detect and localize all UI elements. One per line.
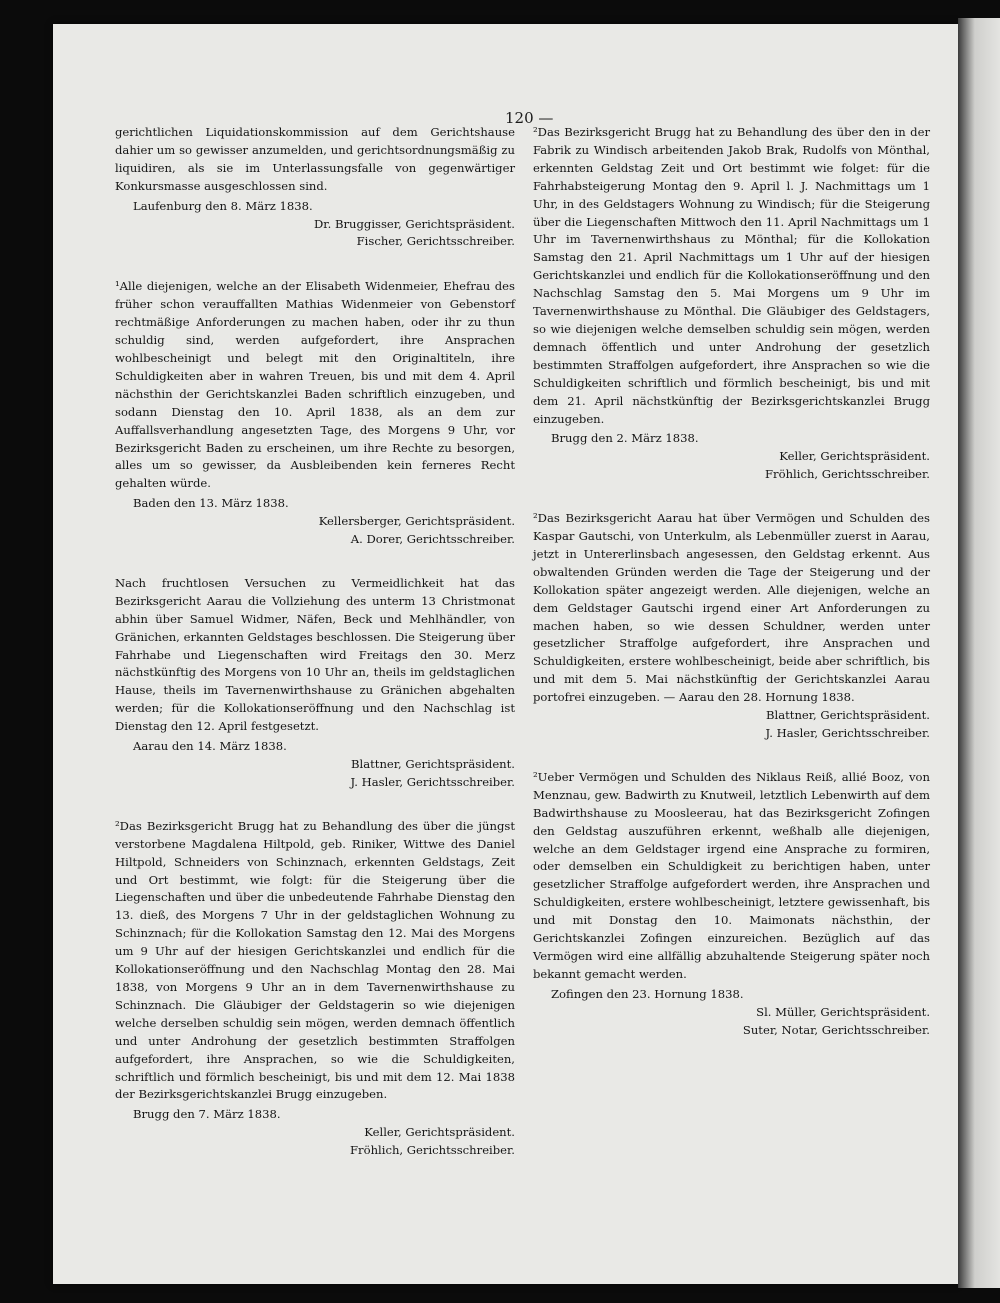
notice-place-date: Laufenburg den 8. März 1838. xyxy=(133,198,313,213)
notice-text: ²Ueber Vermögen und Schulden des Niklaus Reiß, allié Booz, von Menznau, gew. Badwirth zu Knutweil, letztlich Lebenwirth auf dem Badwirthshause zu Moosleerau, hat das Bezirksgericht Zofingen den Geldstag auszuführen erkennt, weßhalb alle diejenigen, welche an dem Geldstager irgend eine Ansprache zu formiren, oder demselben ein Schuldigkeit zu berichtigen haben, unter gesetzlicher Straffolge aufgefordert werden, ihre Ansprachen und Schuldigkeiten, erstere wohlbescheinigt, letztere gewissenhaft, bis und mit Donstag den 10. Maimonats nächsthin, der Gerichtskanzlei Zofingen einzureichen. Bezüglich auf das Vermögen wird eine allfällig abzuhaltende Steigerung später noch bekannt gemacht werden. xyxy=(533,769,930,981)
notice-text: ¹Alle diejenigen, welche an der Elisabeth Widenmeier, Ehefrau des früher schon verauffallten Mathias Widenmeier von Gebenstorf rechtmäßige Anforderungen zu machen haben, oder ihr zu thun schuldig sind, werden aufgefordert, ihre Ansprachen wohlbescheinigt und belegt mit den Originaltiteln, ihre Schuldigkeiten aber in wahren Treuen, bis und mit dem 4. April nächsthin der Gerichtskanzlei Baden schriftlich einzugeben, und sodann Dienstag den 10. April 1838, als an dem zur Auffallsverhandlung angesetzten Tage, des Morgens 9 Uhr, vor Bezirksgericht Baden zu erscheinen, um ihre Rechte zu besorgen, alles um so gewisser, da Ausbleibenden kein ferneres Recht gehalten würde. xyxy=(115,279,515,491)
signature-president: Dr. Bruggisser, Gerichtspräsident. xyxy=(314,216,515,231)
notice-text: ²Das Bezirksgericht Brugg hat zu Behandlung des über die jüngst verstorbene Magdalena Hiltpold, geb. Riniker, Wittwe des Daniel Hiltpold, Schneiders von Schinznach, erkennten Geldstags, Zeit und Ort bestimmt, wie folgt: für die Steigerung über die Liegenschaften und über die unbedeutende Fahrhabe Dienstag den 13. dieß, des Morgens 7 Uhr in der geldstaglichen Wohnung zu Schinznach; für die Kollokation Samstag den 12. Mai des Morgens um 9 Uhr auf der hiesigen Gerichtskanzlei und endlich für die Kollokationseröffnung und den Nachschlag Montag den 28. Mai 1838, von Morgens 9 Uhr an in dem Tavernenwirthshause zu Schinznach. Die Gläubiger der Geldstagerin so wie diejenigen welche derselben schuldig sein mögen, werden demnach öffentlich und unter Androhung der gesetzlich bestimmten Straffolgen aufgefordert, ihre Ansprachen, so wie die Schuldigkeiten, schriftlich und förmlich bescheinigt, bis und mit dem 12. Mai 1838 der Bezirksgerichtskanzlei Brugg einzugeben. xyxy=(115,818,515,1102)
notice-text: gerichtlichen Liquidationskommission auf dem Gerichtshause dahier um so gewisser anzumelden, und gerichtsordnungsmäßig zu liquidiren, als sie im Unterlassungsfalle von gegenwärtiger Konkursmasse ausgeschlossen sind. xyxy=(115,125,515,193)
signature-clerk: Fröhlich, Gerichtsschreiber. xyxy=(350,1143,515,1158)
notice-text: Nach fruchtlosen Versuchen zu Vermeidlichkeit hat das Bezirksgericht Aarau die Vollziehung des unterm 13 Christmonat abhin über Samuel Widmer, Näfen, Beck und Mehlhändler, von Gränichen, erkannten Geldstages beschlossen. Die Steigerung über Fahrhabe und Liegenschaften wird Freitags den 30. Merz nächstkünftig des Morgens von 10 Uhr an, theils im geldstaglichen Hause, theils im Tavernenwirthshause zu Gränichen abgehalten werden; für die Kollokationseröffnung und den Nachschlag ist Dienstag den 12. April festgesetzt. xyxy=(115,575,515,734)
spacer xyxy=(115,251,515,278)
notice-text: ²Das Bezirksgericht Aarau hat über Vermögen und Schulden des Kaspar Gautschi, von Unterkulm, als Lebenmüller zuerst in Aarau, jetzt in Untererlinsbach angesessen, den Geldstag erkennt. Aus obwaltenden Gründen werden die Tage der Steigerung und der Kollokation später angezeigt werden. Alle diejenigen, welche an dem Geldstager Gautschi irgend einer Art Anforderungen zu machen haben, so wie dessen Schuldner, werden unter gesetzlicher Straffolge aufgefordert, ihre Ansprachen und Schuldigkeiten, erstere wohlbescheinigt, beide aber schriftlich, bis und mit dem 5. Mai nächstkünftig der Gerichtskanzlei Aarau portofrei einzugeben. — Aarau den 28. Hornung 1838. xyxy=(533,511,930,705)
signature-president: Sl. Müller, Gerichtspräsident. xyxy=(756,1004,930,1019)
signature-clerk: J. Hasler, Gerichtsschreiber. xyxy=(350,774,515,789)
page-number: 120 — xyxy=(505,109,554,127)
signature-president: Kellersberger, Gerichtspräsident. xyxy=(318,514,515,529)
signature-president: Keller, Gerichtspräsident. xyxy=(779,449,930,464)
spacer xyxy=(533,484,930,510)
notice-place-date: Zofingen den 23. Hornung 1838. xyxy=(551,986,744,1001)
signature-president: Blattner, Gerichtspräsident. xyxy=(766,708,930,723)
signature-president: Keller, Gerichtspräsident. xyxy=(364,1125,515,1140)
next-page-edge xyxy=(958,18,1000,1288)
notice-place-date: Brugg den 2. März 1838. xyxy=(551,431,699,446)
right-column xyxy=(533,124,930,1040)
signature-clerk: Fischer, Gerichtsschreiber. xyxy=(356,234,515,249)
signature-clerk: A. Dorer, Gerichtsschreiber. xyxy=(350,532,515,547)
notice-place-date: Brugg den 7. März 1838. xyxy=(133,1107,281,1122)
notice-place-date: Aarau den 14. März 1838. xyxy=(133,739,287,754)
spacer xyxy=(115,549,515,575)
signature-clerk: J. Hasler, Gerichtsschreiber. xyxy=(765,726,930,740)
spacer xyxy=(115,792,515,818)
signature-clerk: Suter, Notar, Gerichtsschreiber. xyxy=(742,1022,930,1037)
spacer xyxy=(533,743,930,769)
notice-text: ²Das Bezirksgericht Brugg hat zu Behandlung des über den in der Fabrik zu Windisch arbeitenden Jakob Brak, Rudolfs von Mönthal, erkennten Geldstag Zeit und Ort bestimmt wie folget: für die Fahrhabsteigerung Montag den 9. April l. J. Nachmittags um 1 Uhr, in des Geldstagers Wohnung zu Windisch; für die Steigerung über die Liegenschaften Mittwoch den 11. April Nachmittags um 1 Uhr im Tavernenwirthshaus zu Mönthal; für die Kollokation Samstag den 21. April Nachmittags um 1 Uhr auf der hiesigen Gerichtskanzlei und endlich für die Kollokationseröffnung und den Nachschlag Samstag den 5. Mai Morgens um 9 Uhr im Tavernenwirthshause zu Mönthal. Die Gläubiger des Geldstagers, so wie diejenigen welche demselben schuldig sein mögen, werden demnach öffentlich und unter Androhung der gesetzlich bestimmten Straffolgen aufgefordert, ihre Ansprachen so wie die Schuldigkeiten schriftlich und förmlich bescheinigt, bis und mit dem 21. April nächstkünftig der Bezirksgerichtskanzlei Brugg einzugeben. xyxy=(533,125,930,426)
signature-clerk: Fröhlich, Gerichtsschreiber. xyxy=(765,467,930,482)
left-column xyxy=(115,124,515,1160)
signature-president: Blattner, Gerichtspräsident. xyxy=(351,757,515,771)
notice-place-date: Baden den 13. März 1838. xyxy=(133,496,289,511)
